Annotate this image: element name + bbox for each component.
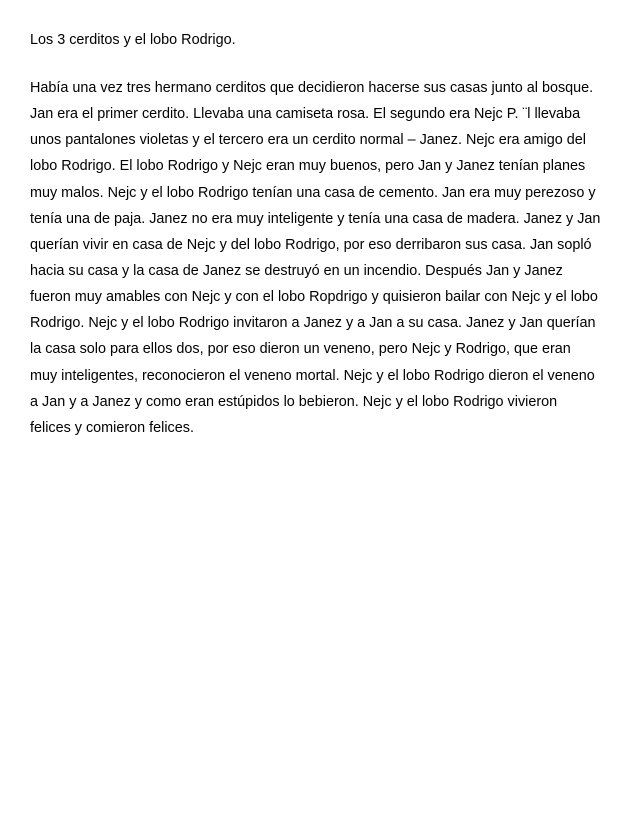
- paragraph-line: Jan era el primer cerdito. Llevaba una camiseta rosa. El segundo era Nejc P. ¨l llevaba: [30, 106, 581, 123]
- paragraph-line: hacia su casa y la casa de Janez se destruyó en un incendio. Después Jan y Janez: [30, 262, 563, 279]
- paragraph-line: muy malos. Nejc y el lobo Rodrigo tenían una casa de cemento. Jan era muy perezoso y: [30, 184, 596, 201]
- paragraph-line: felices y comieron felices.: [30, 419, 194, 436]
- paragraph-line: unos pantalones violetas y el tercero era un cerdito normal – Janez. Nejc era amigo del: [30, 132, 586, 149]
- paragraph-line: la casa solo para ellos dos, por eso dieron un veneno, pero Nejc y Rodrigo, que eran: [30, 341, 571, 358]
- paragraph-line: querían vivir en casa de Nejc y del lobo Rodrigo, por eso derribaron sus casa. Jan sopló: [30, 236, 592, 253]
- paragraph-line: fueron muy amables con Nejc y con el lobo Ropdrigo y quisieron bailar con Nejc y el lobo: [30, 289, 598, 306]
- paragraph-line: lobo Rodrigo. El lobo Rodrigo y Nejc eran muy buenos, pero Jan y Janez tenían planes: [30, 158, 586, 175]
- paragraph-line: a Jan y a Janez y como eran estúpidos lo bebieron. Nejc y el lobo Rodrigo vivieron: [30, 393, 558, 410]
- paragraph-line: tenía una de paja. Janez no era muy inteligente y tenía una casa de madera. Janez y Jan: [30, 210, 601, 227]
- paragraph-line: Rodrigo. Nejc y el lobo Rodrigo invitaron a Janez y a Jan a su casa. Janez y Jan querían: [30, 315, 596, 332]
- document-title: Los 3 cerditos y el lobo Rodrigo.: [30, 32, 236, 48]
- paragraph-line: Había una vez tres hermano cerditos que decidieron hacerse sus casas junto al bosque.: [30, 80, 594, 96]
- story-paragraph: [30, 79, 620, 445]
- paragraph-line: muy inteligentes, reconocieron el veneno mortal. Nejc y el lobo Rodrigo dieron el veneno: [30, 367, 595, 384]
